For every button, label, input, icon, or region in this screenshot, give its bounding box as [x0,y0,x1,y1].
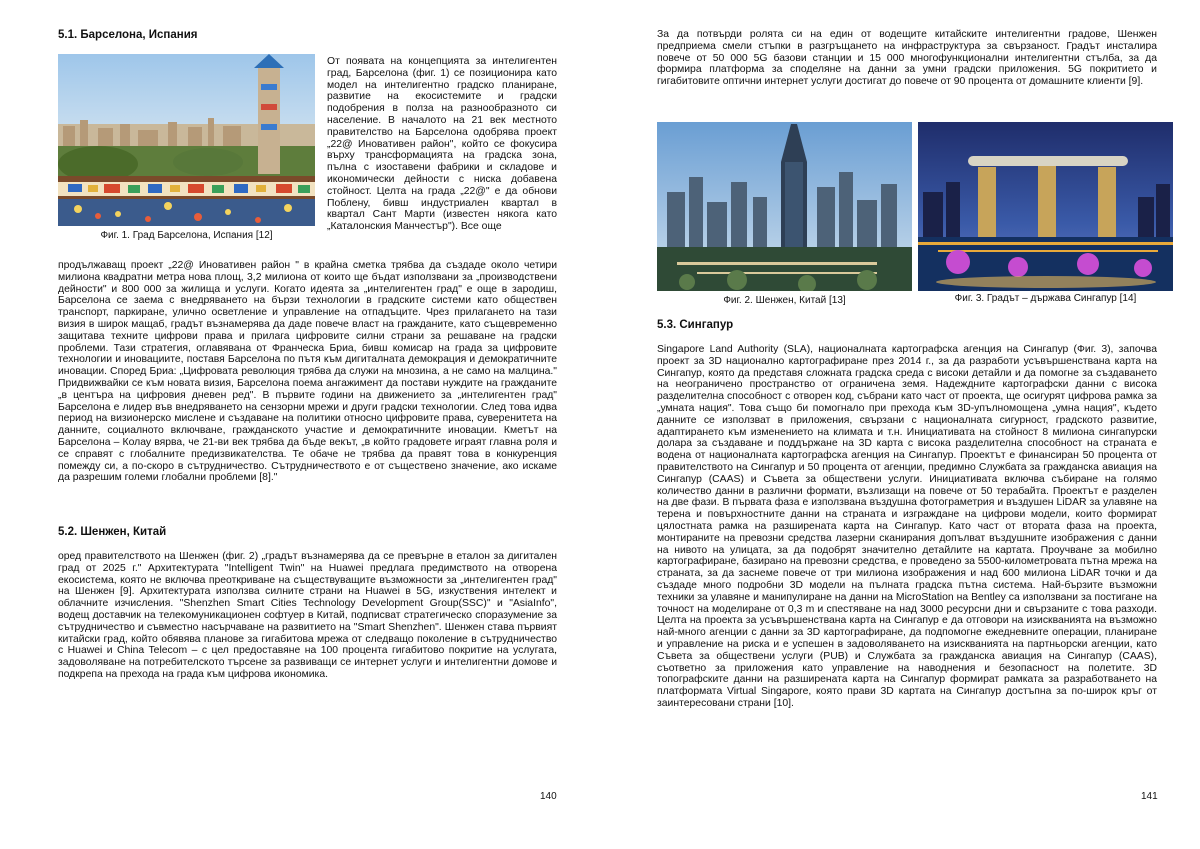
page-number-right: 141 [1141,791,1158,802]
figure3-singapore-photo [918,122,1173,291]
figure2-caption: Фиг. 2. Шенжен, Китай [13] [723,295,846,306]
barcelona-main-paragraph: продължаващ проект „22@ Иновативен район " в крайна сметка трябва да създаде около четири милиона квадратни метра нова площ, 3,2 милиона от които ще бъдат използвани за „производствени дейности" и 800 000 за жилища и услуги. Когато идеята за „интелигентен град" е още в зародиш, Барселона се заема с внедряването на бързи технологии в градските системи като обществен транспорт, паркиране, улично осветление и управление на отпадъците. Чрез прилагането на тази визия в широк мащаб, градът възнамерява да даде повече власт на гражданите, като същевременно защитава техните цифрови права и прилага цифровите силни страни за решаване на градски проблеми. Тази стратегия, оглавявана от Франческа Бриа, бивш комисар на града за цифровите технологии и иновациите, поставя Барселона по пътя към дигиталната демокрация и демократичните иновации. Според Бриа: „Цифровата революция трябва да служи на мнозина, а не само на малцина." Придвижвайки се към новата визия, Барселона поема ангажимент да постави нуждите на гражданите „в центъра на цифровия дневен ред". В първите години на движението за „интелигентен град" Барселона е лидер във внедряването на сензорни мрежи и други градски технологии. След това идва период на визионерско мислене и създаване на политики относно цифровите права, суверенитета на данните, социалното включване, гражданското участие и демократичните иновации. Кметът на Барселона – Колау вярва, че 21-ви век трябва да бъде векът, „в който градовете играят главна роля и се справят с глобалните предизвикателства. Те обаче не трябва да правят това в конкуренция помежду си, а по-скоро в сътрудничество. Сътрудничеството е от съществено значение, ако искаме да разрешим големи глобални проблеми [8]." [58,260,557,484]
heading-shenzhen: 5.2. Шенжен, Китай [58,526,167,538]
figure1-caption: Фиг. 1. Град Барселона, Испания [12] [100,230,273,241]
figure1-barcelona-photo [58,54,315,226]
right-page [600,0,1200,849]
page-number-left: 140 [540,791,557,802]
barcelona-side-paragraph: От появата на концепцията за интелигентен град, Барселона (фиг. 1) се позиционира като модел на интелигентно градско планиране, развитие на екосистемите и градски подобрения в полза на разнообразното си население. В началото на 21 век местното правителство на Барселона одобрява проект „22@ Иновативен район", който се фокусира върху трансформацията на градска зона, пълна с изоставени фабрики и складове и икономически дейности с ниска добавена стойност. Целта на града „22@" е да обнови Поблену, бивш индустриален квартал в квартал Сант Марти (известен някога като „Каталонския Манчестър"). Все още [327,56,557,233]
shenzhen-paragraph: оред правителството на Шенжен (фиг. 2) „градът възнамерява да се превърне в еталон за дигитален град от 2025 г." Архитектурата "Intelligent Twin" на Huawei предлага предимството на отворена екосистема, която не включва преоткриване на съществуващите възможности за „интелигентен град" на Шенжен [9]. Архитектурата използва силните страни на Huawei в 5G, изкуствения интелект и облачните изчисления. "Shenzhen Smart Cities Technology Development Group(SSC)" и "AsiaInfo", водещ доставчик на телекомуникационен софтуер в Китай, подписват стратегическо споразумение за сътрудничество и съвместно насърчаване на развитието на "Smart Shenzhen". Шенжен става първият китайски град, който обявява планове за гигабитова мрежа от следващо поколение в сътрудничество с Huawei и China Telecom – с цел предоставяне на 100 процента гигабитово покритие на услугата, задоволяване на потребителското търсене за развиващи се интернет услуги и интелигентни домове и подкрепа на прехода на града към цифрова икономика. [58,551,557,680]
figure2-shenzhen-photo [657,122,912,291]
heading-barcelona: 5.1. Барселона, Испания [58,29,198,41]
heading-singapore: 5.3. Сингапур [657,319,734,331]
singapore-paragraph: Singapore Land Authority (SLA), националната картографска агенция на Сингапур (Фиг. 3), започва проект за 3D национално картографиране през 2014 г., за да разработи усъвършенствана карта на Сингапур, която да представя сложната градска среда с високи детайли и да помогне за създаването на неограничено пространство от ограничена земя. Надеждните картографски данни с висока разделителна способност с отворен код, събрани като част от проекта, ще осигурят цифрова рамка за „умната нация". Това също би помогнало при прехода към 3D-упълномощена „умна нация", където данните се използват в приложения, свързани с националната сигурност, градското развитие, адаптирането към изменението на климата и т.н. Инициативата на стойност 8 милиона сингапурски долара за създаване и поддържане на 3D карта с висока разделителна способност на страната е водена от националната картографска агенция на Сингапур. Проектът е финансиран 50 процента от правителството на Сингапур и 50 процента от агенции, предимно Службата за гражданска авиация на Сингапур (CAAS) и Съвета за обществени услуги. Инициативата включва събиране на голямо количество данни в различни формати, възлизащи на повече от 50 терабайта. Проектът е разделен на две фази. В първата фаза е използвана въздушна фотограметрия и въздушен LiDAR за улавяне на терена и повърхностните данни на страната и изграждане на цифрови модели, които формират цялостната рамка на разширената карта на Сингапур. Като част от втората фаза на проекта, монтираните на превозни средства лазерни сканирания допълват въздушните изображения с данни на нивото на улицата, за да подобрят значително детайлите на картата. Проучване за мобилно картографиране, базирано на превозни средства, е проведено за 5500-километровата пътна мрежа на страната, за да заснеме повече от три милиона изображения и над 600 милиона LiDAR точки и да създаде много подробни 3D модели на пълната градска пътна система. Най-бързите възможни техники за улавяне и манипулиране на данни на MicroStation на Bentley са използвани за постигане на точност на моделиране от 0,3 m и спестяване на над 3000 ресурсни дни и свързаните с това разходи. Целта на проекта за усъвършенствана карта на Сингапур е да отговори на изискванията на възможно най-много агенции с данни за 3D картографиране, да подпомогне ежедневните операции, планиране и управление на риска и е успешен в задоволяването на изискванията на партньорски агенции, като Съвета за обществени услуги (PUB) и Службата за гражданска авиация на Сингапур (CAAS), съответно за приложения като управление на наводнения и безопасност на полетите. 3D топографските данни на разширената карта на Сингапур формират рамката за разработването на платформата Virtual Singapore, която прави 3D картата на Сингапур достъпна за по-широк кръг от заинтересовани страни [10]. [657,344,1157,709]
figure3-caption: Фиг. 3. Градът – държава Сингапур [14] [954,293,1137,304]
shenzhen-intro-paragraph: За да потвърди ролята си на един от водещите китайските интелигентни градове, Шенжен предприема смели стъпки в разгръщането на инфраструктура за свързаност. Градът инсталира повече от 50 000 5G базови станции и 15 000 многофункционални интелигентни стълба, за да формира платформа за споделяне на данни за умни градски приложения. 5G покритието и гигабитовите оптични интернет услуги достигат до повече от 90 процента от домашните клиенти [9]. [657,29,1157,88]
